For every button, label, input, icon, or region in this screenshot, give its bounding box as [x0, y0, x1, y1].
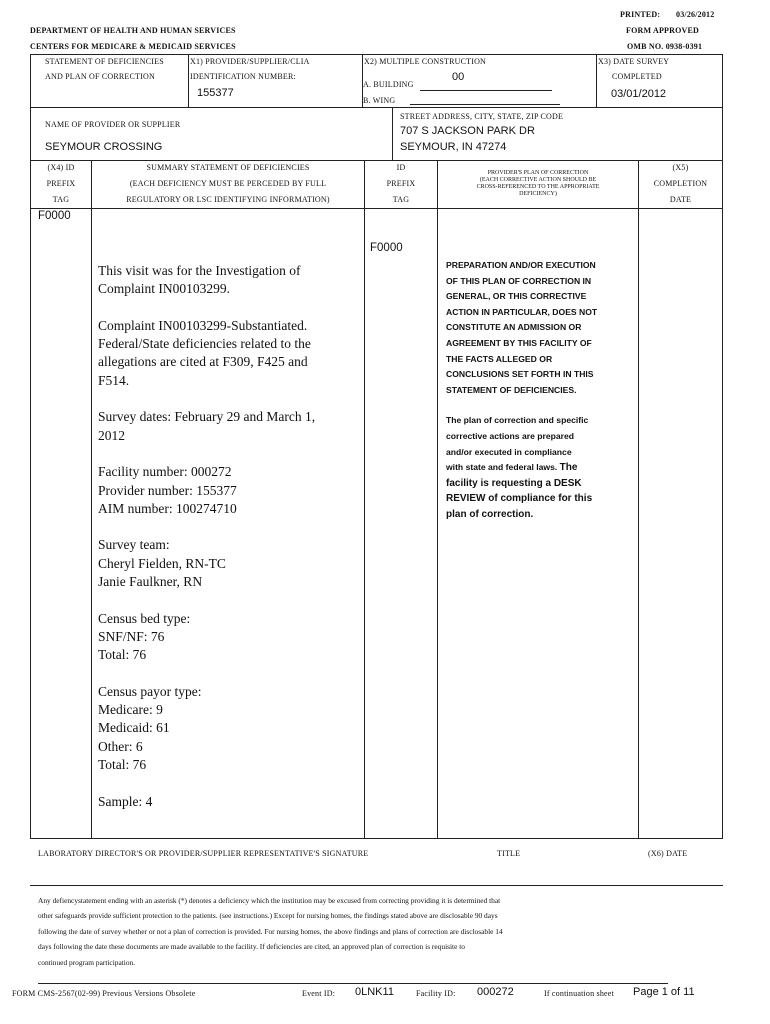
right-prefix-tag: F0000	[370, 242, 403, 254]
summary-line: AIM number: 100274710	[98, 500, 237, 516]
summary-line: Census payor type:	[98, 683, 202, 699]
summary-line	[98, 591, 360, 609]
event-id-label: Event ID:	[302, 989, 336, 998]
x1-label-2: IDENTIFICATION NUMBER:	[190, 72, 296, 81]
summary-line: Facility number: 000272	[98, 464, 232, 480]
provider-id-value: 155377	[197, 87, 234, 99]
disclaimer-line: days following the date these documents are made available to the facility. If deficiencies are cited, an approved plan of correction is requisite to	[38, 942, 465, 952]
centers-title: CENTERS FOR MEDICARE & MEDICAID SERVICES	[30, 42, 236, 51]
x3-label-1: X3) DATE SURVEY	[598, 57, 670, 66]
printed-date: 03/26/2012	[676, 10, 715, 19]
poc-header-1: PROVIDER'S PLAN OF CORRECTION	[487, 170, 589, 176]
x2-label: X2) MULTIPLE CONSTRUCTION	[364, 57, 487, 66]
date-survey-value: 03/01/2012	[611, 88, 667, 100]
poc-line: plan of correction.	[446, 508, 534, 520]
summary-line	[98, 518, 360, 536]
continuation-label: If continuation sheet	[544, 989, 614, 998]
address-label: STREET ADDRESS, CITY, STATE, ZIP CODE	[400, 112, 564, 121]
disclaimer-line: Any defiencystatement ending with an asterisk (*) denotes a deficiency which the institution may be excused from correcting providing it is determined that	[38, 896, 501, 905]
disclaimer-line: other safeguards provide sufficient protection to the patients. (see instructions.) Except for nursing homes, the findings stated above are disclosable 90 days	[38, 911, 498, 921]
poc-header	[438, 170, 638, 198]
statement-label-1: STATEMENT OF DEFICIENCIES	[45, 57, 164, 66]
address-line1: 707 S JACKSON PARK DR	[400, 125, 535, 137]
x4-header-1: (X4) ID	[47, 163, 75, 172]
summary-line	[98, 774, 360, 792]
poc-line: REVIEW of compliance for this	[446, 493, 593, 505]
poc-header-3: CROSS-REFERENCED TO THE APPROPRIATE	[476, 184, 600, 190]
summary-line	[98, 665, 360, 683]
poc-desk-first: The	[559, 462, 578, 474]
x4-header-3: TAG	[52, 195, 70, 204]
summary-line: Medicaid: 61	[98, 720, 170, 736]
x4-header-2: PREFIX	[46, 179, 76, 188]
summary-line: Medicare: 9	[98, 702, 163, 718]
summary-line: Federal/State deficiencies related to the	[98, 336, 311, 352]
summary-line	[98, 445, 360, 463]
x1-label-1: X1) PROVIDER/SUPPLIER/CLIA	[190, 57, 310, 66]
building-value: 00	[452, 71, 465, 83]
signature-label: LABORATORY DIRECTOR'S OR PROVIDER/SUPPLIER REPRESENTATIVE'S SIGNATURE	[38, 849, 369, 858]
poc-line: ACTION IN PARTICULAR, DOES NOT	[446, 306, 598, 317]
poc-line: The plan of correction and specific	[446, 415, 589, 426]
address-line2: SEYMOUR, IN 47274	[400, 141, 507, 153]
plan-of-correction	[446, 258, 636, 523]
poc-line: PREPARATION AND/OR EXECUTION	[446, 260, 596, 270]
building-label: A. BUILDING	[363, 80, 414, 89]
id-header-3: TAG	[392, 195, 410, 204]
poc-line: OF THIS PLAN OF CORRECTION IN	[446, 275, 592, 286]
disclaimer-line: continued program participation.	[38, 957, 136, 967]
summary-line	[98, 299, 360, 317]
summary-line: allegations are cited at F309, F425 and	[98, 354, 308, 370]
left-prefix-tag: F0000	[38, 210, 71, 222]
summary-line: SNF/NF: 76	[98, 628, 165, 644]
summary-line: F514.	[98, 372, 130, 388]
disclaimer	[38, 893, 718, 970]
poc-header-2: (EACH CORRECTIVE ACTION SHOULD BE	[479, 177, 597, 183]
poc-header-4: DEFICIENCY)	[519, 191, 557, 197]
printed-label: PRINTED:	[620, 10, 661, 19]
page-number: Page 1 of 11	[633, 986, 695, 998]
summary-header-1: SUMMARY STATEMENT OF DEFICIENCIES	[146, 163, 310, 172]
poc-line: AGREEMENT BY THIS FACILITY OF	[446, 337, 592, 348]
summary-line: Sample: 4	[98, 793, 153, 809]
title-label: TITLE	[497, 849, 521, 858]
wing-label: B. WING	[363, 96, 396, 105]
summary-line: Cheryl Fielden, RN-TC	[98, 555, 226, 571]
id-header-2: PREFIX	[386, 179, 416, 188]
event-id-value: 0LNK11	[355, 986, 394, 998]
department-title: DEPARTMENT OF HEALTH AND HUMAN SERVICES	[30, 26, 236, 35]
summary-line: Total: 76	[98, 647, 147, 663]
poc-line: facility is requesting a DESK	[446, 477, 582, 489]
form-number: FORM CMS-2567(02-99) Previous Versions Obsolete	[12, 989, 196, 998]
summary-line: Survey team:	[98, 537, 170, 553]
x6-date-label: (X6) DATE	[648, 849, 688, 858]
omb-number: OMB NO. 0938-0391	[627, 42, 703, 51]
summary-header-2: (EACH DEFICIENCY MUST BE PERCEDED BY FULL	[129, 179, 327, 188]
facility-id-label: Facility ID:	[416, 989, 456, 998]
form-approved: FORM APPROVED	[626, 26, 700, 35]
provider-name-value: SEYMOUR CROSSING	[45, 141, 163, 153]
summary-line: Census bed type:	[98, 610, 191, 626]
summary-line	[98, 390, 360, 408]
id-header-1: ID	[396, 163, 406, 172]
summary-line: Janie Faulkner, RN	[98, 574, 203, 590]
poc-line: corrective actions are prepared	[446, 430, 575, 441]
summary-line: Survey dates: February 29 and March 1,	[98, 409, 316, 425]
poc-line	[446, 460, 636, 476]
summary-line: Other: 6	[98, 738, 143, 754]
summary-line: Total: 76	[98, 757, 147, 773]
summary-line: This visit was for the Investigation of	[98, 263, 301, 278]
disclaimer-line: following the date of survey whether or not a plan of correction is provided. For nursing homes, the above findings and plans of correction are disclosable 14	[38, 926, 503, 936]
provider-name-label: NAME OF PROVIDER OR SUPPLIER	[45, 120, 181, 129]
summary-line: Provider number: 155377	[98, 482, 237, 498]
x5-header-1: (X5)	[672, 163, 689, 172]
x3-label-2: COMPLETED	[612, 72, 662, 81]
x5-header-3: DATE	[669, 195, 692, 204]
poc-para-last: with state and federal laws.	[446, 462, 558, 473]
poc-line: CONSTITUTE AN ADMISSION OR	[446, 322, 582, 333]
summary-line: Complaint IN00103299.	[98, 281, 230, 297]
facility-id-value: 000272	[477, 986, 514, 998]
poc-line: STATEMENT OF DEFICIENCIES.	[446, 384, 577, 395]
poc-line: GENERAL, OR THIS CORRECTIVE	[446, 291, 587, 302]
summary-line: 2012	[98, 427, 125, 443]
x5-header-2: COMPLETION	[653, 179, 708, 188]
summary-header-3: REGULATORY OR LSC IDENTIFYING INFORMATION)	[126, 195, 330, 204]
summary-line: Complaint IN00103299-Substantiated.	[98, 317, 308, 333]
poc-line: and/or executed in compliance	[446, 446, 572, 457]
poc-line: THE FACTS ALLEGED OR	[446, 353, 553, 364]
poc-line: CONCLUSIONS SET FORTH IN THIS	[446, 369, 594, 380]
summary-statement	[98, 262, 360, 811]
statement-label-2: AND PLAN OF CORRECTION	[45, 72, 155, 81]
